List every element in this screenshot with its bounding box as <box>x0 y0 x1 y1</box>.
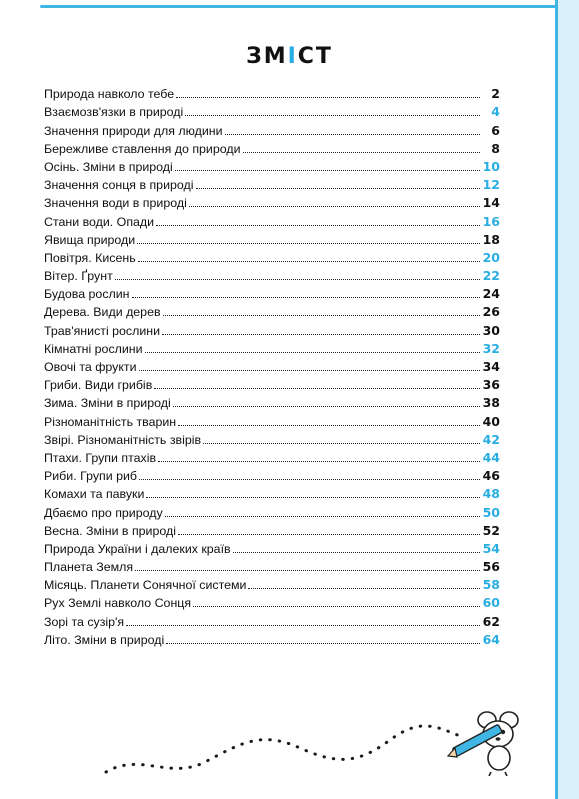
toc-entry <box>44 210 500 228</box>
toc-entry-label: Будова рослин <box>44 287 130 302</box>
toc-entry <box>44 192 500 210</box>
toc-entry <box>44 556 500 574</box>
toc-dot-leader <box>233 552 480 553</box>
toc-entry-label: Значення природи для людини <box>44 123 223 138</box>
toc-entry-page-number: 48 <box>482 486 500 502</box>
toc-entry-label: Осінь. Зміни в природі <box>44 159 173 174</box>
toc-entry-page-number: 24 <box>482 286 500 302</box>
toc-entry-label: Значення води в природі <box>44 196 187 211</box>
toc-entry-page-number: 58 <box>482 577 500 593</box>
toc-entry <box>44 247 500 265</box>
toc-entry <box>44 447 500 465</box>
toc-entry-label: Вітер. Ґрунт <box>44 269 113 284</box>
toc-dot-leader <box>185 115 480 116</box>
toc-entry-page-number: 36 <box>482 377 500 393</box>
toc-entry <box>44 592 500 610</box>
toc-entry-label: Значення сонця в природі <box>44 178 194 193</box>
toc-dot-leader <box>203 443 480 444</box>
toc-entry <box>44 265 500 283</box>
toc-entry-label: Зорі та сузір'я <box>44 614 125 629</box>
toc-dot-leader <box>178 534 480 535</box>
toc-dot-leader <box>165 516 480 517</box>
toc-entry-page-number: 10 <box>482 158 500 174</box>
toc-dot-leader <box>146 497 480 498</box>
toc-entry-label: Природа України і далеких країв <box>44 541 231 556</box>
toc-dot-leader <box>132 297 480 298</box>
toc-dot-leader <box>138 261 480 262</box>
toc-entry-label: Гриби. Види грибів <box>44 378 153 393</box>
toc-entry-label: Місяць. Планети Сонячної системи <box>44 578 247 593</box>
toc-dot-leader <box>225 134 480 135</box>
page-title <box>0 44 579 69</box>
toc-entry-page-number: 44 <box>482 449 500 465</box>
title-part-2: СТ <box>297 44 333 69</box>
toc-dot-leader <box>175 170 480 171</box>
toc-entry <box>44 119 500 137</box>
toc-entry-label: Овочі та фрукти <box>44 360 137 374</box>
toc-dot-leader <box>189 206 480 207</box>
toc-entry <box>44 483 500 501</box>
toc-entry-page-number: 26 <box>482 304 500 320</box>
toc-entry-label: Рух Землі навколо Сонця <box>44 596 192 611</box>
toc-entry-page-number: 18 <box>482 231 500 247</box>
toc-entry <box>44 465 500 483</box>
toc-entry-page-number: 56 <box>482 559 500 575</box>
toc-entry <box>44 83 500 101</box>
toc-dot-leader <box>243 152 480 153</box>
toc-entry-label: Звірі. Різноманітність звірів <box>44 432 202 447</box>
toc-entry-page-number: 38 <box>482 395 500 411</box>
toc-entry-page-number: 50 <box>482 504 500 520</box>
toc-entry-label: Взаємозв'язки в природі <box>44 105 184 120</box>
toc-dot-leader <box>248 588 480 589</box>
toc-entry <box>44 392 500 410</box>
top-border-line <box>40 5 560 8</box>
toc-entry-page-number: 32 <box>482 340 500 356</box>
toc-entry-page-number: 20 <box>482 249 500 265</box>
toc-entry <box>44 374 500 392</box>
toc-entry-label: Різноманітність тварин <box>44 414 177 429</box>
toc-dot-leader <box>115 279 480 280</box>
toc-entry <box>44 520 500 538</box>
toc-dot-leader <box>139 479 480 480</box>
toc-entry-page-number: 12 <box>482 177 500 193</box>
toc-dot-leader <box>139 370 480 371</box>
toc-entry-page-number: 62 <box>482 613 500 629</box>
toc-entry <box>44 429 500 447</box>
toc-entry-label: Трав'янисті рослини <box>44 323 161 338</box>
toc-entry-label: Кімнатні рослини <box>44 341 143 356</box>
title-part-1: ЗМ <box>246 44 288 69</box>
toc-dot-leader <box>166 643 480 644</box>
toc-entry-label: Повітря. Кисень <box>44 250 136 265</box>
toc-entry <box>44 410 500 428</box>
toc-entry <box>44 156 500 174</box>
toc-entry-page-number: 14 <box>482 195 500 211</box>
toc-entry-label: Явища природи <box>44 232 136 247</box>
toc-entry <box>44 138 500 156</box>
right-edge-border <box>555 0 579 799</box>
toc-dot-leader <box>196 188 481 189</box>
toc-dot-leader <box>176 97 480 98</box>
toc-entry <box>44 319 500 337</box>
toc-entry-page-number: 46 <box>482 468 500 484</box>
mouse-with-pencil-icon <box>445 706 525 776</box>
toc-entry-page-number: 2 <box>491 86 500 102</box>
toc-entry-page-number: 4 <box>491 104 500 120</box>
toc-entry-page-number: 34 <box>482 359 500 374</box>
toc-dot-leader <box>162 334 480 335</box>
toc-entry-label: Бережливе ставлення до природи <box>44 141 241 156</box>
toc-entry-page-number: 52 <box>482 522 500 538</box>
toc-entry <box>44 338 500 356</box>
toc-entry <box>44 356 500 374</box>
toc-dot-leader <box>173 406 480 407</box>
toc-entry-label: Природа навколо тебе <box>44 87 175 102</box>
toc-dot-leader <box>158 461 480 462</box>
toc-entry-label: Літо. Зміни в природі <box>44 632 165 647</box>
toc-dot-leader <box>137 243 480 244</box>
toc-entry-label: Птахи. Групи птахів <box>44 450 157 465</box>
toc-entry-label: Весна. Зміни в природі <box>44 523 176 538</box>
toc-entry-page-number: 54 <box>482 540 500 556</box>
toc-entry <box>44 501 500 519</box>
title-part-accent: І <box>287 44 298 69</box>
toc-entry <box>44 101 500 119</box>
toc-entry <box>44 229 500 247</box>
toc-entry-page-number: 22 <box>482 268 500 284</box>
toc-entry <box>44 629 500 647</box>
toc-entry <box>44 574 500 592</box>
toc-entry-page-number: 42 <box>482 431 500 447</box>
toc-entry-page-number: 40 <box>482 413 500 429</box>
toc-entry-page-number: 60 <box>482 595 500 611</box>
toc-entry-label: Стани води. Опади <box>44 214 155 229</box>
toc-dot-leader <box>156 225 480 226</box>
toc-entry-label: Риби. Групи риб <box>44 469 138 484</box>
toc-entry-label: Дерева. Види дерев <box>44 305 161 320</box>
toc-entry-page-number: 6 <box>491 122 500 138</box>
toc-entry <box>44 301 500 319</box>
toc-entry <box>44 538 500 556</box>
toc-dot-leader <box>126 625 480 626</box>
toc-entry-page-number: 30 <box>482 322 500 338</box>
toc-entry-page-number: 16 <box>482 213 500 229</box>
toc-entry-label: Дбаємо про природу <box>44 505 163 520</box>
toc-dot-leader <box>163 315 480 316</box>
toc-entry-label: Комахи та павуки <box>44 487 145 502</box>
toc-dot-leader <box>135 570 480 571</box>
toc-dot-leader <box>154 388 480 389</box>
toc-dot-leader <box>178 425 480 426</box>
toc-entry <box>44 174 500 192</box>
toc-entry-label: Зима. Зміни в природі <box>44 396 171 411</box>
toc-entry <box>44 610 500 628</box>
dotted-path-decoration <box>100 700 480 790</box>
toc-entry-page-number: 8 <box>491 140 500 156</box>
toc-entry-label: Планета Земля <box>44 560 134 575</box>
toc-dot-leader <box>145 352 480 353</box>
table-of-contents <box>44 83 500 647</box>
toc-entry-page-number: 64 <box>482 631 500 647</box>
toc-entry <box>44 283 500 301</box>
toc-dot-leader <box>193 606 480 607</box>
